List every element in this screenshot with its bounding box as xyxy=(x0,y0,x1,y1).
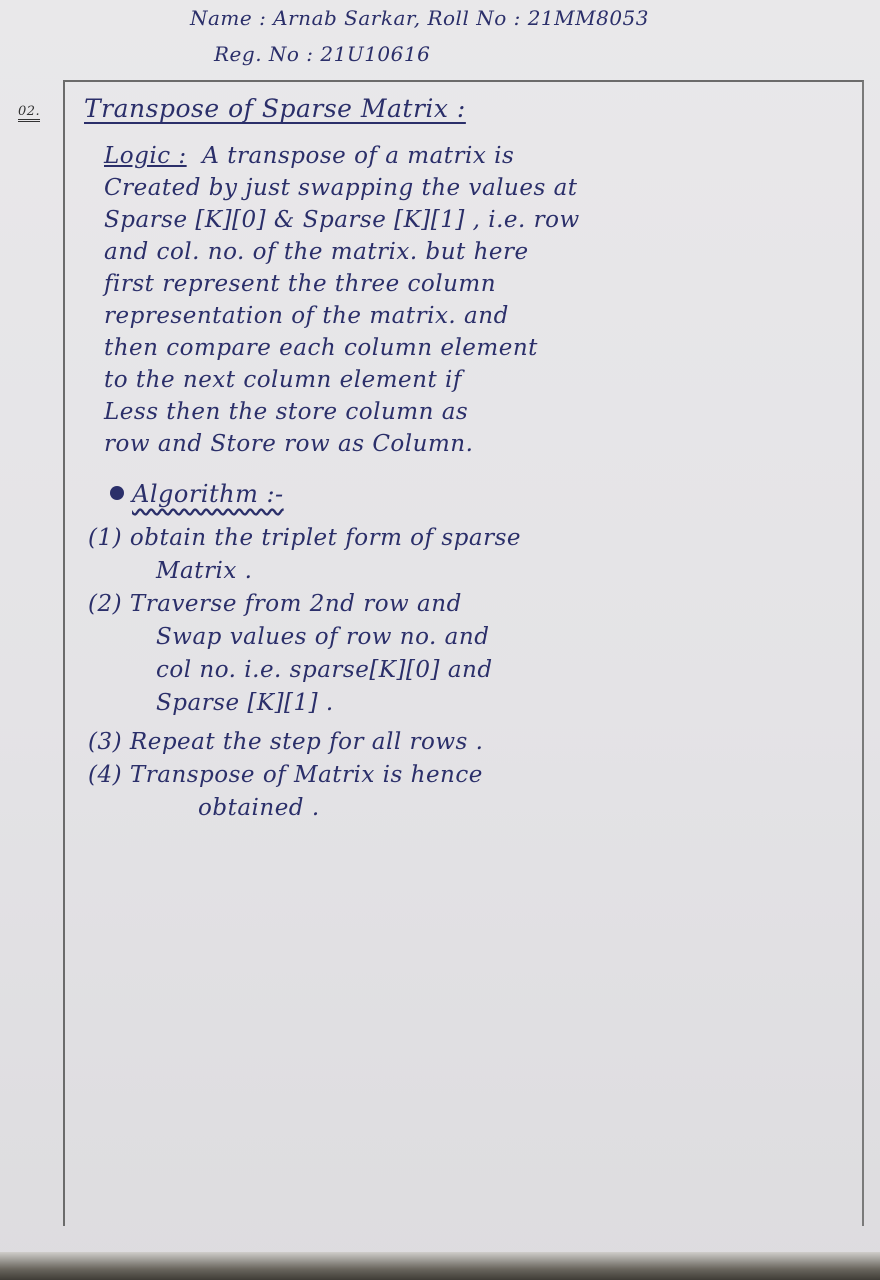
logic-line: then compare each column element xyxy=(104,335,538,361)
page-bottom-shadow xyxy=(0,1252,880,1280)
question-number: 02. xyxy=(18,104,40,122)
page-title: Transpose of Sparse Matrix : xyxy=(84,94,466,123)
logic-line: first represent the three column xyxy=(104,271,497,297)
algorithm-step-line: obtained . xyxy=(198,795,320,821)
algorithm-step-line: (1) obtain the triplet form of sparse xyxy=(88,525,522,551)
logic-line: Sparse [K][0] & Sparse [K][1] , i.e. row xyxy=(104,207,580,233)
logic-line: representation of the matrix. and xyxy=(104,303,509,329)
logic-label: Logic : xyxy=(104,143,187,169)
algorithm-step-line: col no. i.e. sparse[K][0] and xyxy=(156,657,493,683)
student-name-line: Name : Arnab Sarkar, Roll No : 21MM8053 xyxy=(190,6,650,30)
algorithm-heading xyxy=(106,480,284,508)
logic-line: to the next column element if xyxy=(104,367,462,393)
logic-text: A transpose of a matrix is xyxy=(202,143,515,169)
algorithm-step-line: Swap values of row no. and xyxy=(156,624,490,650)
algorithm-step-line: (2) Traverse from 2nd row and xyxy=(88,591,462,617)
algorithm-steps xyxy=(88,522,521,825)
algorithm-step-line: (4) Transpose of Matrix is hence xyxy=(88,762,483,788)
logic-line: Created by just swapping the values at xyxy=(104,175,578,201)
algorithm-step-line: Matrix . xyxy=(156,558,253,584)
logic-line: Less then the store column as xyxy=(104,399,469,425)
logic-line xyxy=(104,140,580,172)
algorithm-step-line: (3) Repeat the step for all rows . xyxy=(88,729,484,755)
registration-number-line: Reg. No : 21U10616 xyxy=(214,42,431,66)
algorithm-heading-text: Algorithm :- xyxy=(132,480,284,508)
algorithm-step-line: Sparse [K][1] . xyxy=(156,690,334,716)
logic-line: row and Store row as Column. xyxy=(104,431,474,457)
logic-line: and col. no. of the matrix. but here xyxy=(104,239,529,265)
logic-section xyxy=(104,140,580,460)
